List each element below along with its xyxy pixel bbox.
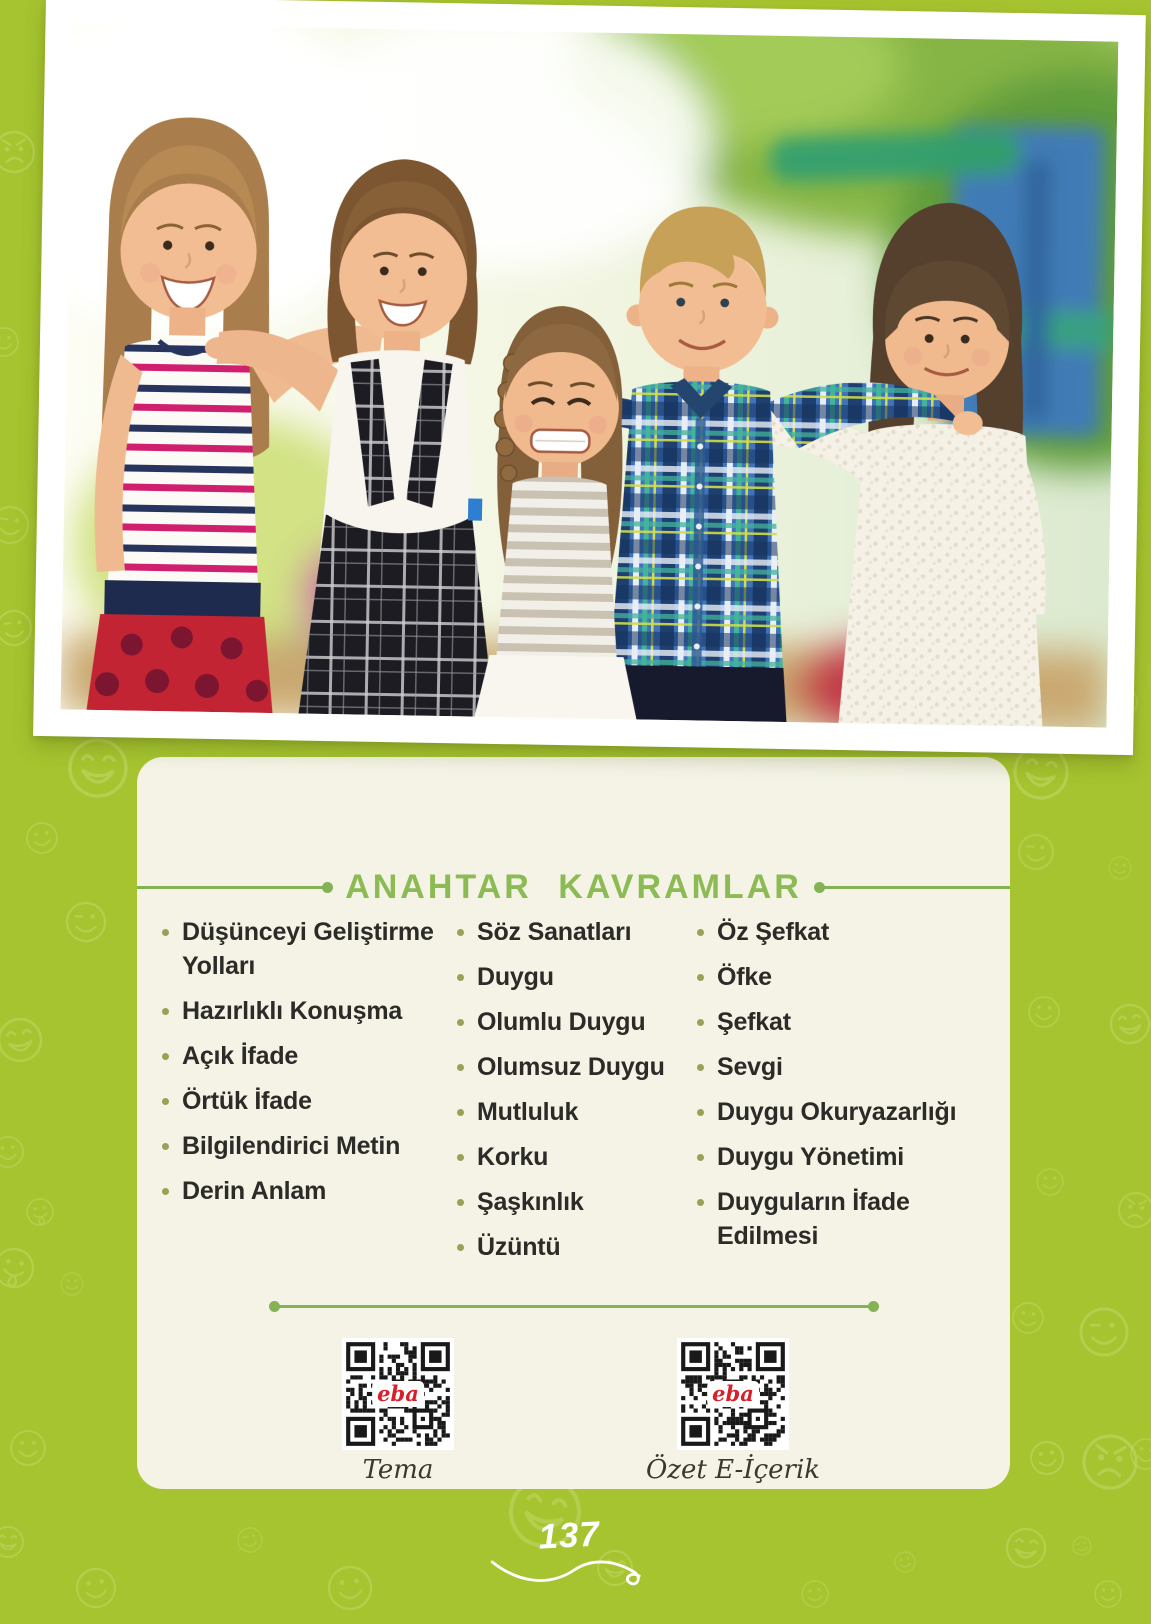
key-concepts-panel (137, 757, 1010, 1489)
key-concept-item: Olumlu Duygu (455, 1005, 695, 1039)
page-number-flourish (484, 1554, 654, 1590)
qr-section (137, 1338, 1010, 1485)
key-concept-item: Öz Şefkat (695, 915, 980, 949)
key-concept-item: Söz Sanatları (455, 915, 695, 949)
key-concept-item: Şefkat (695, 1005, 980, 1039)
key-concepts-column-1 (160, 915, 455, 1275)
qr-code-ozet (677, 1338, 789, 1450)
key-concept-item: Örtük İfade (160, 1084, 455, 1118)
qr-caption-ozet: Özet E-İçerik (645, 1455, 821, 1485)
section-divider (274, 1305, 874, 1308)
key-concept-item: Duyguların İfade Edilmesi (695, 1185, 980, 1253)
key-concepts-heading (137, 865, 1010, 909)
key-concepts-columns (137, 915, 1010, 1275)
eba-logo: eba (372, 1381, 424, 1407)
qr-block-ozet (633, 1338, 833, 1485)
heading-rule-right (818, 886, 1010, 889)
key-concepts-column-3 (695, 915, 980, 1275)
key-concepts-column-2 (455, 915, 695, 1275)
heading-rule-left (137, 886, 329, 889)
key-concept-item: Öfke (695, 960, 980, 994)
key-concept-item: Duygu Yönetimi (695, 1140, 980, 1174)
qr-caption-tema: Tema (362, 1455, 434, 1485)
qr-block-tema (298, 1338, 498, 1485)
key-concept-item: Üzüntü (455, 1230, 695, 1264)
qr-code-tema (342, 1338, 454, 1450)
key-concept-item: Duygu (455, 960, 695, 994)
key-concept-item: Sevgi (695, 1050, 980, 1084)
children-photo (61, 23, 1119, 727)
page-number (484, 1516, 654, 1590)
key-concepts-title: ANAHTAR KAVRAMLAR (345, 867, 802, 906)
key-concept-item: Açık İfade (160, 1039, 455, 1073)
key-concept-item: Bilgilendirici Metin (160, 1129, 455, 1163)
key-concept-item: Hazırlıklı Konuşma (160, 994, 455, 1028)
key-concept-item: Mutluluk (455, 1095, 695, 1129)
eba-logo: eba (707, 1381, 759, 1407)
photo-frame (33, 0, 1146, 755)
key-concept-item: Derin Anlam (160, 1174, 455, 1208)
key-concept-item: Şaşkınlık (455, 1185, 695, 1219)
page-number-value: 137 (536, 1514, 601, 1557)
key-concept-item: Olumsuz Duygu (455, 1050, 695, 1084)
key-concept-item: Düşünceyi Geliştirme Yolları (160, 915, 455, 983)
key-concept-item: Korku (455, 1140, 695, 1174)
key-concept-item: Duygu Okuryazarlığı (695, 1095, 980, 1129)
